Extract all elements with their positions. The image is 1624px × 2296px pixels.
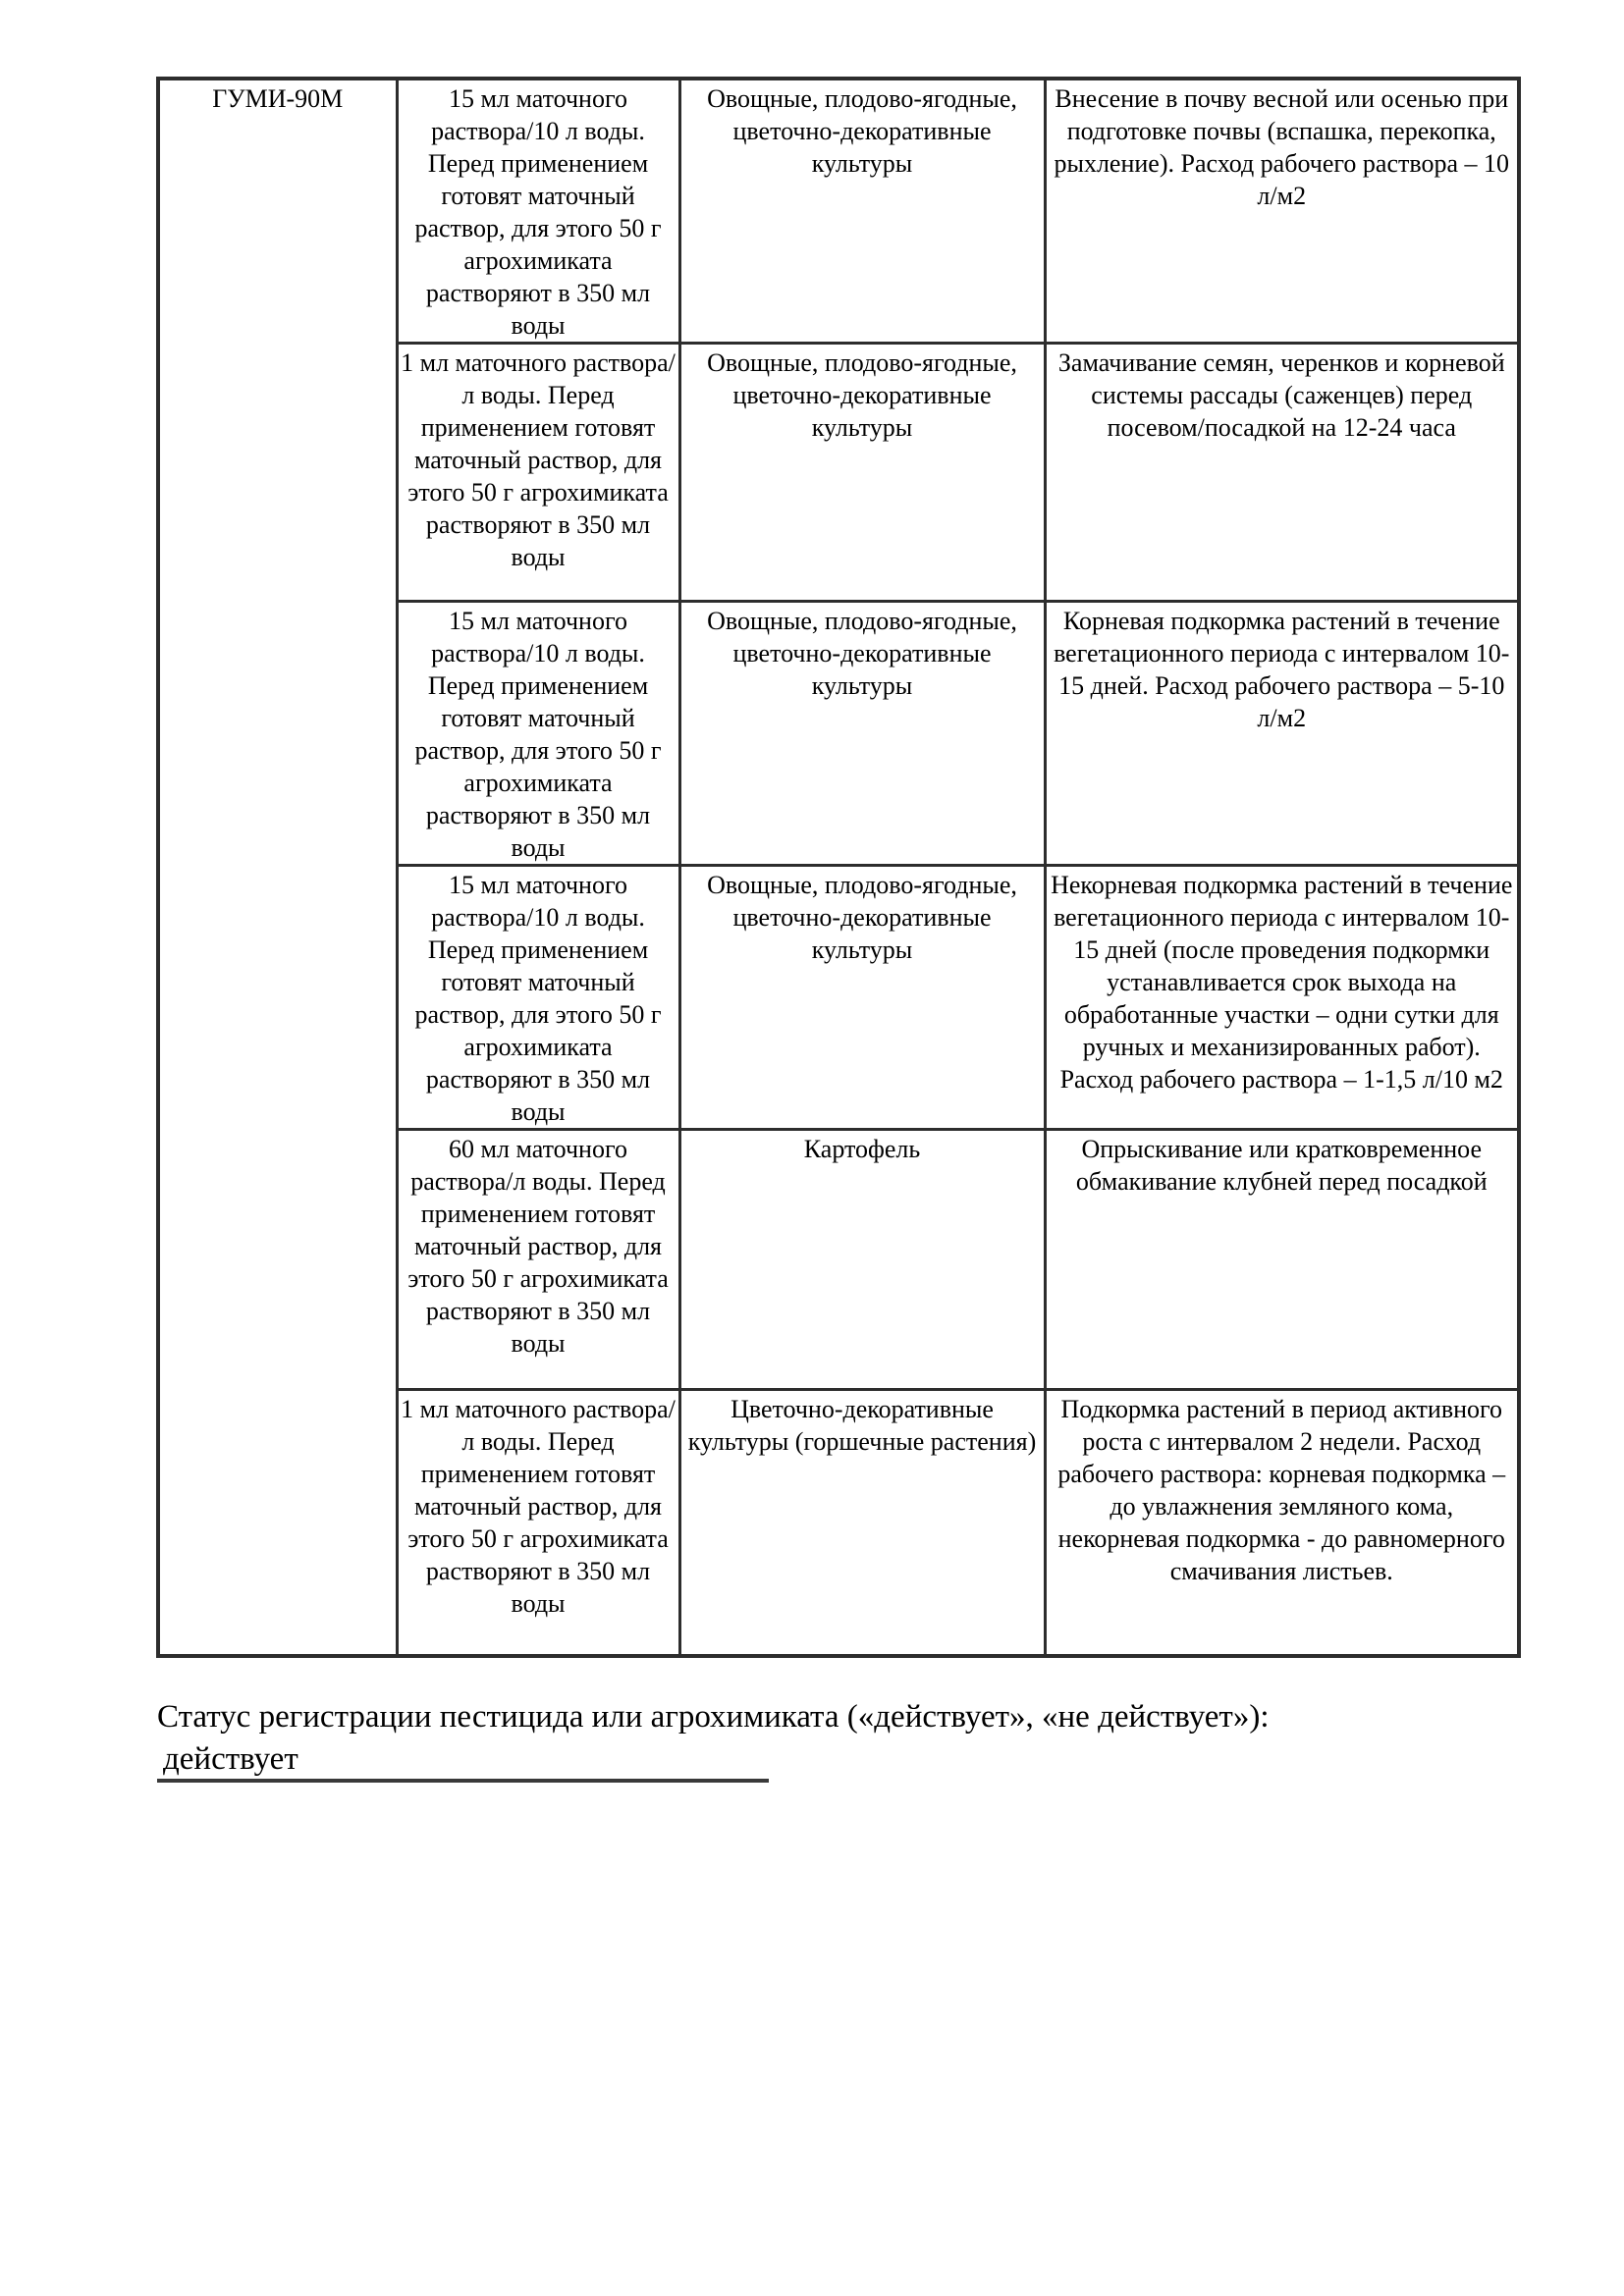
dosage-cell: 15 мл маточного раствора/10 л воды. Перед применением готовят маточный раствор, для этого 50 г агрохимиката растворяют в 350 мл воды xyxy=(397,79,679,344)
application-cell: Корневая подкормка растений в течение вегетационного периода с интервалом 10-15 дней. Расход рабочего раствора – 5-10 л/м2 xyxy=(1045,602,1519,866)
cultures-cell: Картофель xyxy=(679,1130,1045,1390)
dosage-cell: 1 мл маточного раствора/л воды. Перед применением готовят маточный раствор, для этого 50 г агрохимиката растворяют в 350 мл воды xyxy=(397,344,679,602)
cultures-cell: Цветочно-декоративные культуры (горшечные растения) xyxy=(679,1390,1045,1657)
cultures-cell: Овощные, плодово-ягодные, цветочно-декоративные культуры xyxy=(679,344,1045,602)
application-cell: Замачивание семян, черенков и корневой системы рассады (саженцев) перед посевом/посадкой на 12-24 часа xyxy=(1045,344,1519,602)
application-cell: Опрыскивание или кратковременное обмакивание клубней перед посадкой xyxy=(1045,1130,1519,1390)
registration-status-value: действует xyxy=(157,1739,769,1783)
cultures-cell: Овощные, плодово-ягодные, цветочно-декоративные культуры xyxy=(679,602,1045,866)
registration-status-label: Статус регистрации пестицида или агрохимиката («действует», «не действует»): xyxy=(157,1699,1270,1735)
cultures-cell: Овощные, плодово-ягодные, цветочно-декоративные культуры xyxy=(679,866,1045,1130)
dosage-cell: 1 мл маточного раствора/л воды. Перед применением готовят маточный раствор, для этого 50 г агрохимиката растворяют в 350 мл воды xyxy=(397,1390,679,1657)
application-cell: Некорневая подкормка растений в течение вегетационного периода с интервалом 10-15 дней (после проведения подкормки устанавливается срок выхода на обработанные участки – одни сутки для ручных и механизированных работ). Расход рабочего раствора – 1-1,5 л/10 м2 xyxy=(1045,866,1519,1130)
cultures-cell: Овощные, плодово-ягодные, цветочно-декоративные культуры xyxy=(679,79,1045,344)
dosage-cell: 15 мл маточного раствора/10 л воды. Перед применением готовят маточный раствор, для этого 50 г агрохимиката растворяют в 350 мл воды xyxy=(397,866,679,1130)
agrochemical-application-table xyxy=(156,77,1521,1658)
product-name-cell: ГУМИ-90М xyxy=(158,79,397,1656)
dosage-cell: 60 мл маточного раствора/л воды. Перед применением готовят маточный раствор, для этого 50 г агрохимиката растворяют в 350 мл воды xyxy=(397,1130,679,1390)
registration-status-block xyxy=(157,1694,1434,1783)
application-cell: Внесение в почву весной или осенью при подготовке почвы (вспашка, перекопка, рыхление). Расход рабочего раствора – 10 л/м2 xyxy=(1045,79,1519,344)
dosage-cell: 15 мл маточного раствора/10 л воды. Перед применением готовят маточный раствор, для этого 50 г агрохимиката растворяют в 350 мл воды xyxy=(397,602,679,866)
application-cell: Подкормка растений в период активного роста с интервалом 2 недели. Расход рабочего раствора: корневая подкормка – до увлажнения земляного кома, некорневая подкормка - до равномерного смачивания листьев. xyxy=(1045,1390,1519,1657)
table-row xyxy=(158,79,1519,344)
